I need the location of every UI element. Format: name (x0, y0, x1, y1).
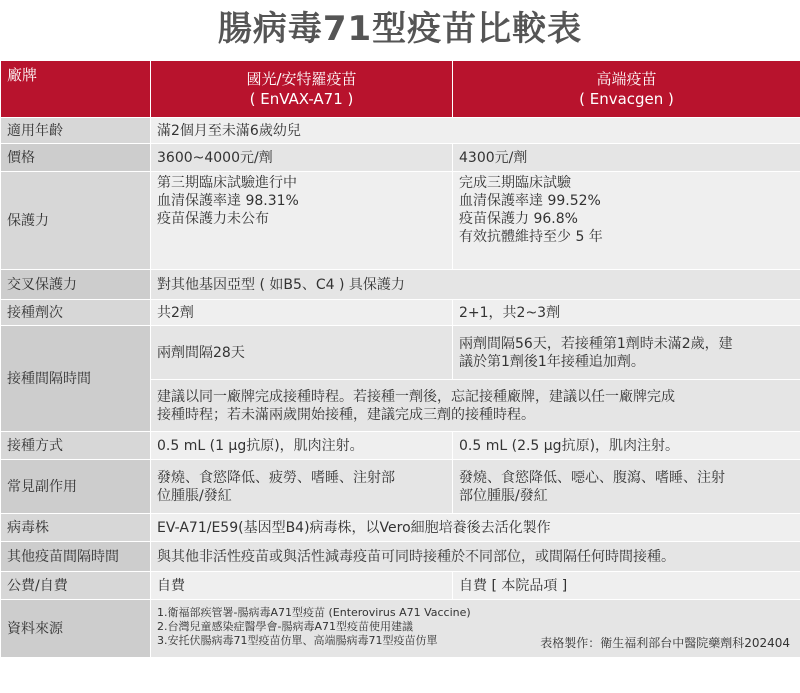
table-credit: 表格製作：衛生福利部台中醫院藥劑科202404 (540, 635, 790, 650)
product-b-header (453, 61, 800, 118)
row-label: 其他疫苗間隔時間 (1, 542, 151, 572)
cross-value: 對其他基因亞型 ( 如B5、C4 ) 具保護力 (151, 270, 800, 300)
side-effects-a-line: 發燒、食慾降低、疲勞、嗜睡、注射部 (157, 469, 395, 486)
strain-value: EV-A71/E59(基因型B4)病毒株，以Vero細胞培養後去活化製作 (151, 514, 800, 542)
page-title: 腸病毒71型疫苗比較表 (217, 9, 583, 49)
payment-b: 自費 [ 本院品項 ] (453, 572, 800, 600)
protection-b-line: 疫苗保護力 96.8% (459, 211, 578, 227)
product-a-code: ( EnVAX-A71 ) (249, 90, 354, 108)
doses-a: 共2劑 (151, 300, 453, 326)
side-effects-b (453, 460, 800, 514)
method-b: 0.5 mL (2.5 μg抗原)，肌肉注射。 (453, 432, 800, 460)
row-label: 資料來源 (1, 600, 151, 658)
row-doses (1, 300, 800, 326)
row-payment (1, 572, 800, 600)
protection-a-line: 疫苗保護力未公布 (157, 211, 269, 227)
row-other-interval (1, 542, 800, 572)
source-item: 2.台灣兒童感染症醫學會-腸病毒A71型疫苗使用建議 (157, 619, 413, 633)
product-a-header (151, 61, 453, 118)
row-label: 保護力 (1, 172, 151, 270)
protection-b-line: 完成三期臨床試驗 (459, 175, 571, 191)
protection-a-line: 第三期臨床試驗進行中 (157, 175, 297, 191)
row-label: 交叉保護力 (1, 270, 151, 300)
payment-a: 自費 (151, 572, 453, 600)
row-label: 適用年齡 (1, 118, 151, 144)
interval-b-line: 兩劑間隔56天，若接種第1劑時未滿2歲，建 (459, 335, 733, 352)
age-value: 滿2個月至未滿6歲幼兒 (151, 118, 800, 144)
header-row (1, 61, 800, 118)
source-item: 1.衛福部疾管署-腸病毒A71型疫苗 (Enterovirus A71 Vaccine) (157, 605, 471, 619)
row-cross-protection (1, 270, 800, 300)
row-interval (1, 326, 800, 380)
side-effects-b-line: 部位腫脹/發紅 (459, 487, 548, 504)
side-effects-b-line: 發燒、食慾降低、噁心、腹瀉、嗜睡、注射 (459, 469, 725, 486)
sources-cell (151, 600, 800, 658)
comparison-table (0, 60, 800, 658)
row-method (1, 432, 800, 460)
product-b-code: ( Envacgen ) (579, 90, 674, 108)
protection-a-line: 血清保護率達 98.31% (157, 193, 299, 209)
interval-a: 兩劑間隔28天 (151, 326, 453, 380)
other-interval-value: 與其他非活性疫苗或與活性減毒疫苗可同時接種於不同部位，或間隔任何時間接種。 (151, 542, 800, 572)
product-b-name: 高端疫苗 (596, 70, 657, 88)
price-a: 3600~4000元/劑 (151, 144, 453, 172)
protection-b (453, 172, 800, 270)
row-label: 公費/自費 (1, 572, 151, 600)
row-protection (1, 172, 800, 270)
row-label: 接種間隔時間 (1, 326, 151, 432)
side-effects-a (151, 460, 453, 514)
interval-note (151, 380, 800, 432)
interval-b-line: 議於第1劑後1年接種追加劑。 (459, 353, 645, 370)
row-side-effects (1, 460, 800, 514)
row-label: 接種方式 (1, 432, 151, 460)
doses-b: 2+1，共2~3劑 (453, 300, 800, 326)
protection-b-line: 有效抗體維持至少 5 年 (459, 229, 603, 245)
row-label: 接種劑次 (1, 300, 151, 326)
row-label: 常見副作用 (1, 460, 151, 514)
protection-b-line: 血清保護率達 99.52% (459, 193, 601, 209)
row-label: 價格 (1, 144, 151, 172)
source-item: 3.安托伏腸病毒71型疫苗仿單、高端腸病毒71型疫苗仿單 (157, 633, 438, 647)
method-a: 0.5 mL (1 μg抗原)，肌肉注射。 (151, 432, 453, 460)
interval-b (453, 326, 800, 380)
row-label: 病毒株 (1, 514, 151, 542)
side-effects-a-line: 位腫脹/發紅 (157, 487, 232, 504)
price-b: 4300元/劑 (453, 144, 800, 172)
product-a-name: 國光/安特羅疫苗 (246, 70, 357, 88)
row-price (1, 144, 800, 172)
protection-a (151, 172, 453, 270)
row-age (1, 118, 800, 144)
interval-note-line: 接種時程；若未滿兩歲開始接種，建議完成三劑的接種時程。 (157, 406, 535, 423)
interval-note-line: 建議以同一廠牌完成接種時程。若接種一劑後，忘記接種廠牌，建議以任一廠牌完成 (157, 388, 675, 405)
brand-header: 廠牌 (1, 61, 151, 118)
row-sources (1, 600, 800, 658)
row-strain (1, 514, 800, 542)
